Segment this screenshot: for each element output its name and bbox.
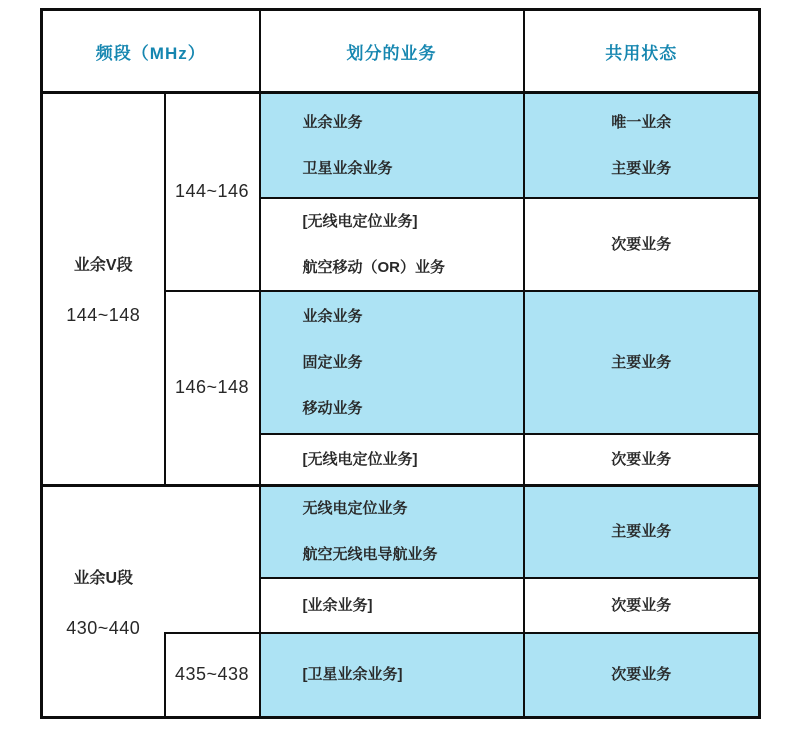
service-amateur: 业余业务 [302,307,363,325]
cell-subrange-435-438: 435~438 [165,633,260,718]
cell-services-435-438 [260,633,524,718]
service-radiolocation: [无线电定位业务] [302,450,418,468]
service-amateur-satellite: 卫星业余业务 [302,159,393,177]
v-band-range: 144~148 [66,305,141,325]
service-radiolocation: 无线电定位业务 [302,500,408,518]
status-primary: 主要业务 [611,159,672,177]
status-secondary: 次要业务 [611,596,672,614]
cell-status-146-148-primary [524,291,760,434]
cell-services-144-146-primary [260,93,524,198]
table-header-row [42,10,760,93]
service-amateur: 业余业务 [302,113,363,131]
header-services-column: 划分的业务 [260,10,524,93]
u-band-range: 430~440 [66,617,141,638]
service-radiolocation: [无线电定位业务] [302,212,418,230]
cell-services-144-146-secondary [260,198,524,291]
status-secondary: 次要业务 [611,235,672,253]
status-primary: 主要业务 [611,353,672,371]
service-fixed: 固定业务 [302,353,363,371]
service-amateur-satellite-bracketed: [卫星业余业务] [302,666,403,684]
row-144-146-primary [42,93,760,198]
service-mobile: 移动业务 [302,399,363,417]
row-430-440-primary [42,486,760,578]
cell-status-146-148-secondary [524,434,760,486]
cell-u-band-merged-spacer [165,486,260,633]
cell-status-435-438 [524,633,760,718]
cell-services-430-440-primary [260,486,524,578]
cell-status-430-440-primary [524,486,760,578]
status-secondary: 次要业务 [611,450,672,468]
cell-status-430-440-secondary [524,578,760,633]
cell-services-430-440-secondary [260,578,524,633]
status-secondary: 次要业务 [611,666,672,684]
cell-services-146-148-secondary [260,434,524,486]
v-band-name: 业余V段 [73,257,133,274]
service-aeronautical-radionavigation: 航空无线电导航业务 [302,546,438,564]
cell-u-band [42,486,165,718]
cell-status-144-146-secondary [524,198,760,291]
header-status-column: 共用状态 [524,10,760,93]
service-aeronautical-mobile-or: 航空移动（OR）业务 [302,258,446,276]
header-band-column: 频段（MHz） [42,10,260,93]
cell-status-144-146-primary [524,93,760,198]
cell-subrange-144-146: 144~146 [165,93,260,291]
frequency-allocation-table [40,8,761,719]
u-band-name: 业余U段 [73,569,134,587]
cell-services-146-148-primary [260,291,524,434]
service-amateur-bracketed: [业余业务] [302,596,373,614]
cell-subrange-146-148: 146~148 [165,291,260,486]
cell-v-band [42,93,165,486]
status-primary: 主要业务 [611,523,672,541]
status-exclusive-amateur: 唯一业余 [611,113,672,131]
